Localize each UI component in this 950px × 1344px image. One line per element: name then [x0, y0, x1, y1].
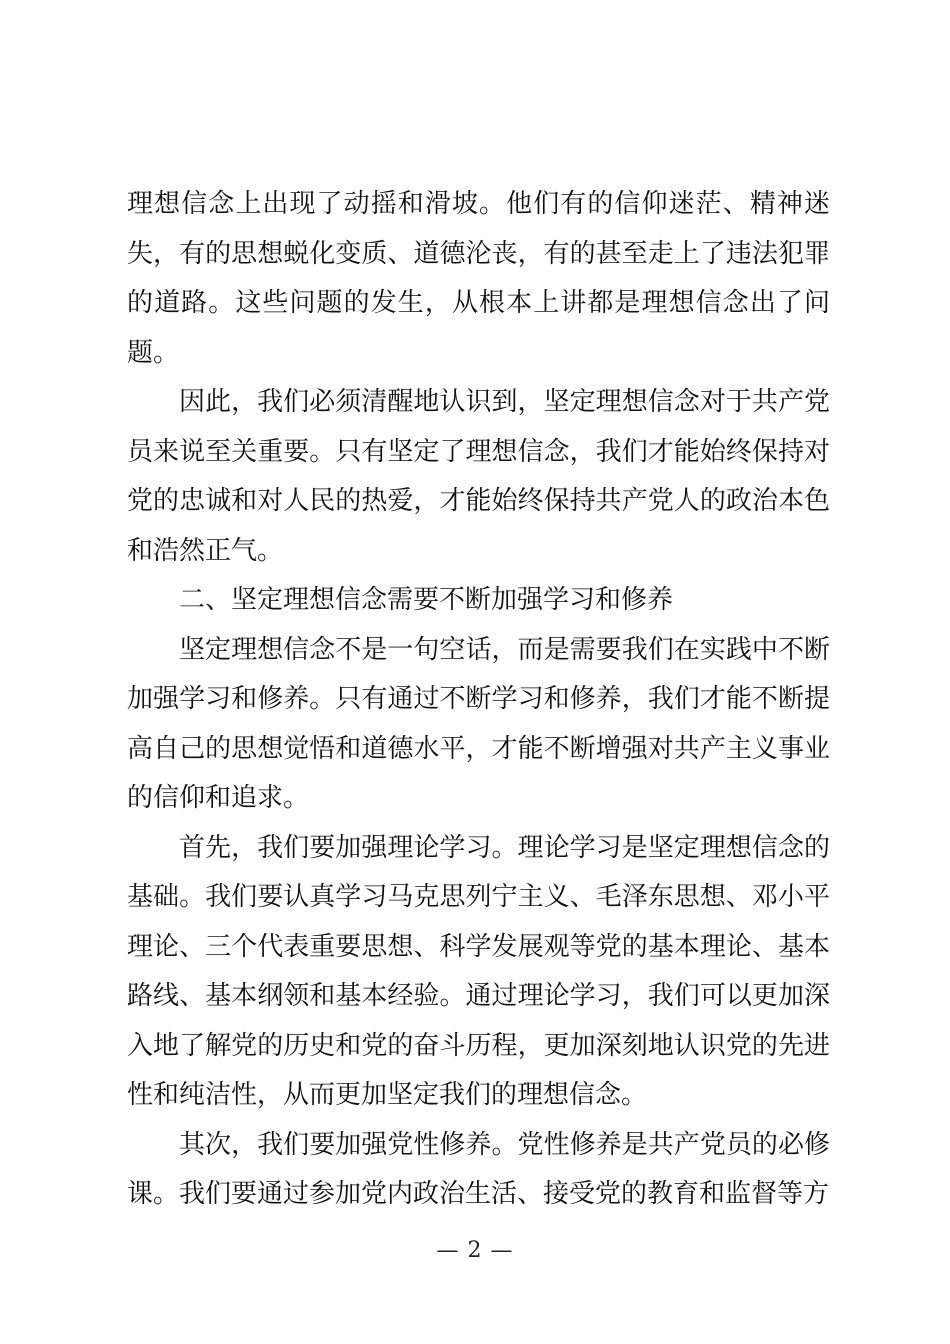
paragraph: 首先，我们要加强理论学习。理论学习是坚定理想信念的基础。我们要认真学习马克思列宁主义、毛泽东思想、邓小平理论、三个代表重要思想、科学发展观等党的基本理论、基本路线、基本纲领和基本经验。通过理论学习，我们可以更加深入地了解党的历史和党的奋斗历程，更加深刻地认识党的先进性和纯洁性，从而更加坚定我们的理想信念。 — [127, 832, 830, 1110]
paragraph-continued: 理想信念上出现了动摇和滑坡。他们有的信仰迷茫、精神迷失，有的思想蜕化变质、道德沦丧，有的甚至走上了违法犯罪的道路。这些问题的发生，从根本上讲都是理想信念出了问题。 — [127, 189, 830, 368]
paragraph: 坚定理想信念不是一句空话，而是需要我们在实践中不断加强学习和修养。只有通过不断学习和修养，我们才能不断提高自己的思想觉悟和道德水平，才能不断增强对共产主义事业的信仰和追求。 — [127, 634, 830, 813]
paragraph: 因此，我们必须清醒地认识到，坚定理想信念对于共产党员来说至关重要。只有坚定了理想信念，我们才能始终保持对党的忠诚和对人民的热爱，才能始终保持共产党人的政治本色和浩然正气。 — [127, 387, 830, 566]
body-text — [127, 180, 830, 1220]
paragraph: 其次，我们要加强党性修养。党性修养是共产党员的必修课。我们要通过参加党内政治生活、接受党的教育和监督等方 — [127, 1129, 830, 1209]
section-heading: 二、坚定理想信念需要不断加强学习和修养 — [179, 585, 674, 615]
page-number: — 2 — — [436, 1238, 514, 1263]
